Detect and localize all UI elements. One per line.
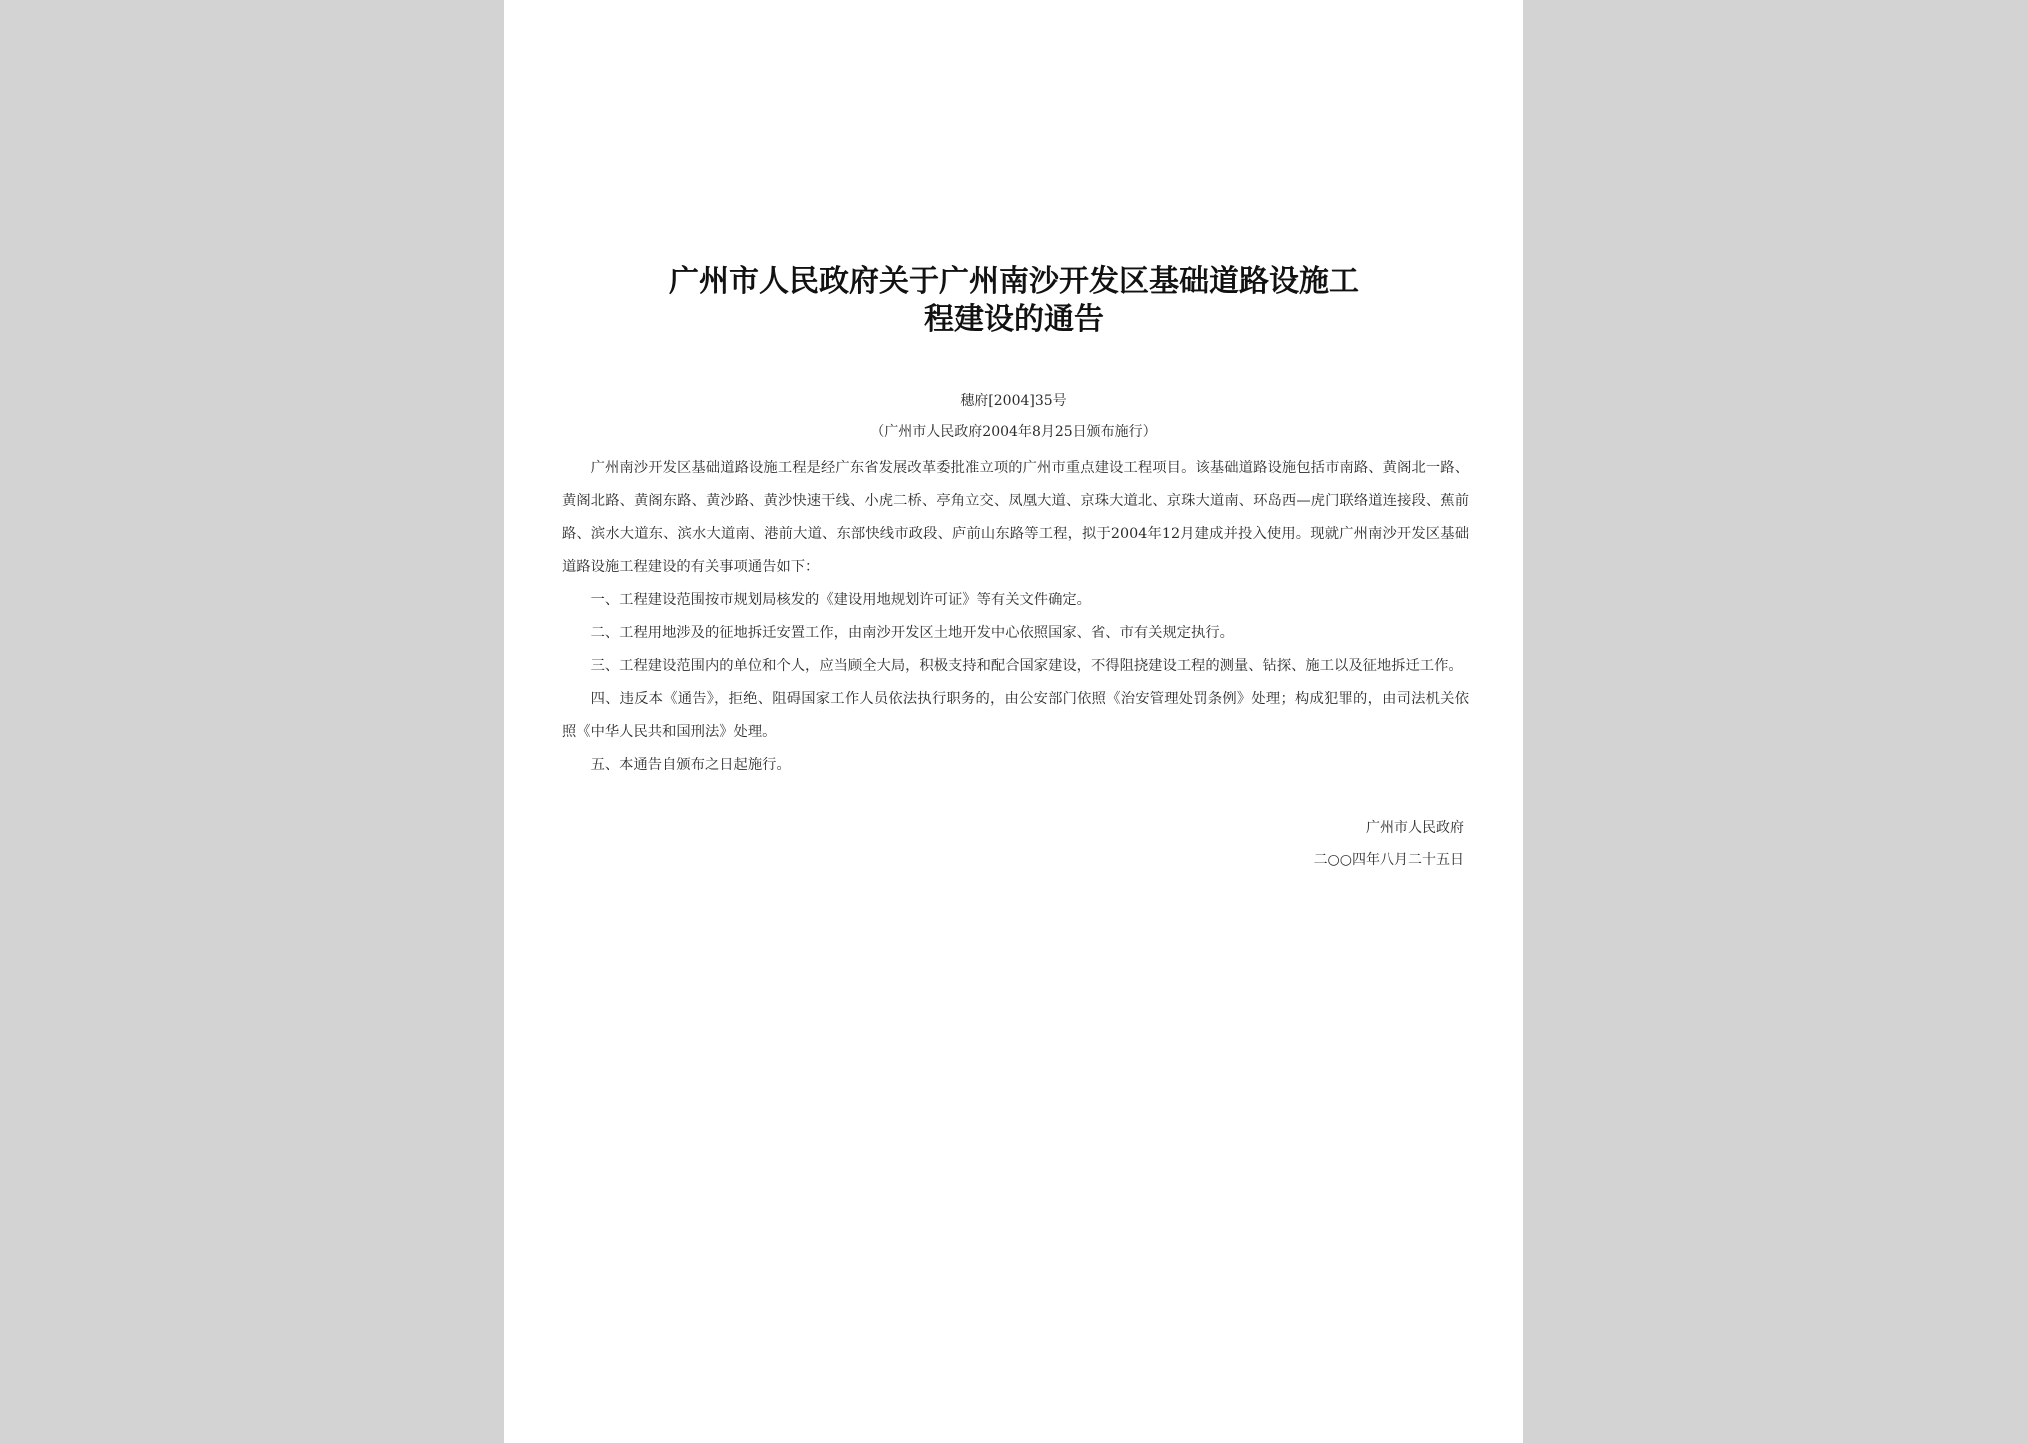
document-title — [584, 263, 1444, 339]
title-line-2: 程建设的通告 — [924, 302, 1104, 337]
paragraph-intro: 广州南沙开发区基础道路设施工程是经广东省发展改革委批准立项的广州市重点建设工程项目。该基础道路设施包括市南路、黄阁北一路、黄阁北路、黄阁东路、黄沙路、黄沙快速干线、小虎二桥、亭角立交、凤凰大道、京珠大道北、京珠大道南、环岛西—虎门联络道连接段、蕉前路、滨水大道东、滨水大道南、港前大道、东部快线市政段、庐前山东路等工程，拟于2004年12月建成并投入使用。现就广州南沙开发区基础道路设施工程建设的有关事项通告如下： — [562, 460, 1469, 575]
document-body — [562, 452, 1469, 782]
signature-organization: 广州市人民政府 — [1366, 820, 1464, 836]
signature-date: 二○○四年八月二十五日 — [1313, 852, 1464, 868]
paragraph-item-2: 二、工程用地涉及的征地拆迁安置工作，由南沙开发区土地开发中心依照国家、省、市有关规定执行。 — [590, 625, 1234, 641]
paragraph-item-1: 一、工程建设范围按市规划局核发的《建设用地规划许可证》等有关文件确定。 — [590, 592, 1091, 608]
paragraph-item-4: 四、违反本《通告》，拒绝、阻碍国家工作人员依法执行职务的，由公安部门依照《治安管理处罚条例》处理；构成犯罪的，由司法机关依照《中华人民共和国刑法》处理。 — [562, 691, 1469, 740]
paragraph-item-3: 三、工程建设范围内的单位和个人，应当顾全大局，积极支持和配合国家建设，不得阻挠建设工程的测量、钻探、施工以及征地拆迁工作。 — [590, 658, 1463, 674]
issued-note: （广州市人民政府2004年8月25日颁布施行） — [870, 424, 1157, 440]
document-page — [504, 0, 1523, 1443]
document-number: 穗府[2004]35号 — [960, 393, 1067, 409]
paragraph-item-5: 五、本通告自颁布之日起施行。 — [590, 757, 791, 773]
title-line-1: 广州市人民政府关于广州南沙开发区基础道路设施工 — [669, 264, 1359, 299]
